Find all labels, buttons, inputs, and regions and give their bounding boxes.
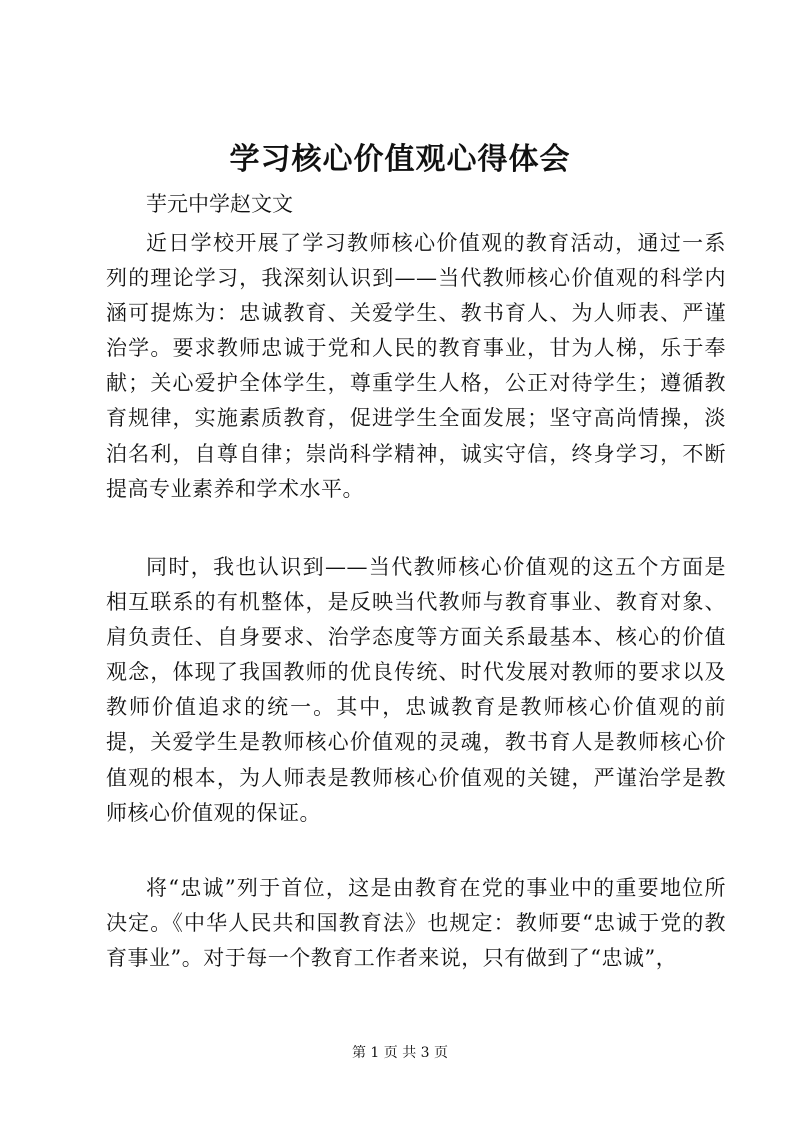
paragraph-1: 近日学校开展了学习教师核心价值观的教育活动，通过一系列的理论学习，我深刻认识到——当代教师核心价值观的科学内涵可提炼为：忠诚教育、关爱学生、教书育人、为人师表、严谨治学。要求教师忠诚于党和人民的教育事业，甘为人梯，乐于奉献；关心爱护全体学生，尊重学生人格，公正对待学生；遵循教育规律，实施素质教育，促进学生全面发展；坚守高尚情操，淡泊名利，自尊自律；崇尚科学精神，诚实守信，终身学习，不断提高专业素养和学术水平。 xyxy=(106,231,726,501)
paragraph-2: 同时，我也认识到——当代教师核心价值观的这五个方面是相互联系的有机整体，是反映当代教师与教育事业、教育对象、肩负责任、自身要求、治学态度等方面关系最基本、核心的价值观念，体现了我国教师的优良传统、时代发展对教师的要求以及教师价值追求的统一。其中，忠诚教育是教师核心价值观的前提，关爱学生是教师核心价值观的灵魂，教书育人是教师核心价值观的根本，为人师表是教师核心价值观的关键，严谨治学是教师核心价值观的保证。 xyxy=(106,555,726,825)
paragraph-3: 将“忠诚”列于首位，这是由教育在党的事业中的重要地位所决定。《中华人民共和国教育法》也规定：教师要“忠诚于党的教育事业”。对于每一个教育工作者来说，只有做到了“忠诚”， xyxy=(106,876,726,971)
document-title: 学习核心价值观心得体会 xyxy=(229,142,571,177)
page-footer xyxy=(0,1043,800,1063)
page-number-label: 第 1 页 共 3 页 xyxy=(351,1045,449,1061)
author-line: 芋元中学赵文文 xyxy=(146,192,293,216)
